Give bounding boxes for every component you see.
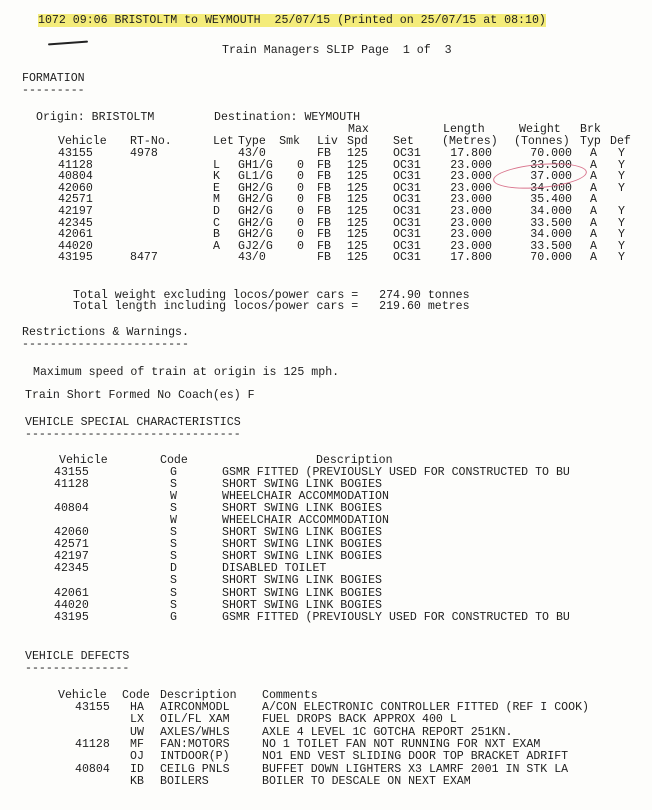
formation-cell-brk-typ: A: [590, 205, 597, 218]
total-weight: Total weight excluding locos/power cars = 274.90 tonnes: [73, 289, 470, 302]
defect-cell-comments: A/CON ELECTRONIC CONTROLLER FITTED (REF I COOK): [262, 701, 589, 714]
formation-cell-set: OC31: [393, 181, 421, 195]
char-col-description: Description: [316, 454, 393, 467]
defect-cell-code: OJ: [130, 750, 144, 764]
formation-cell-def: Y: [618, 228, 625, 242]
formation-cell-vehicle: 42061: [58, 228, 93, 242]
formation-cell-set: OC31: [393, 170, 421, 184]
defect-cell-code: UW: [130, 725, 144, 739]
formation-cell-liv: FB: [317, 158, 331, 172]
formation-cell-weight: 33.500: [530, 239, 572, 253]
col-head-let: Let: [213, 135, 234, 148]
char-cell-code: W: [170, 490, 177, 504]
char-cell-code: W: [170, 514, 177, 528]
formation-cell-liv: FB: [317, 251, 331, 265]
formation-cell-set: OC31: [393, 158, 421, 172]
formation-cell-length: 23.000: [450, 193, 492, 207]
formation-cell-weight: 33.500: [530, 158, 572, 172]
formation-cell-length: 23.000: [450, 216, 492, 230]
col-head-length: (Metres): [442, 135, 498, 148]
formation-cell-brk-typ: A: [590, 158, 597, 172]
char-cell-vehicle: 42571: [54, 538, 89, 552]
char-cell-code: G: [170, 466, 177, 479]
col-head-liv: Liv: [317, 135, 338, 148]
origin-label: Origin: BRISTOLTM: [36, 111, 155, 124]
formation-cell-liv: FB: [317, 216, 331, 230]
total-length: Total length including locos/power cars = 219.60 metres: [73, 300, 470, 313]
formation-cell-vehicle: 42197: [58, 205, 93, 218]
char-cell-vehicle: 43155: [54, 466, 89, 479]
formation-cell-let: E: [213, 181, 220, 195]
formation-cell-length: 23.000: [450, 228, 492, 242]
formation-cell-vehicle: 42060: [58, 181, 93, 195]
formation-cell-liv: FB: [317, 239, 331, 253]
formation-cell-vehicle: 43195: [58, 251, 93, 265]
col-head-set: Set: [393, 135, 414, 148]
col-head-weight: (Tonnes): [514, 135, 570, 148]
pen-mark: [48, 41, 88, 46]
defects-heading: VEHICLE DEFECTS: [25, 650, 130, 663]
defect-cell-description: FAN:MOTORS: [160, 737, 230, 751]
formation-cell-type: GH2/G: [238, 228, 273, 242]
formation-cell-smk: 0: [297, 181, 304, 195]
char-cell-vehicle: 44020: [54, 598, 89, 612]
formation-cell-set: OC31: [393, 147, 421, 160]
char-cell-code: S: [170, 526, 177, 540]
defect-col-comments: Comments: [262, 689, 318, 702]
char-cell-code: S: [170, 586, 177, 600]
formation-cell-spd: 125: [347, 228, 368, 242]
formation-cell-set: OC31: [393, 239, 421, 253]
defect-cell-description: AIRCONMODL: [160, 701, 230, 714]
defect-cell-comments: BUFFET DOWN LIGHTERS X3 LAMRF 2001 IN STK LA: [262, 762, 569, 776]
defect-cell-description: INTDOOR(P): [160, 750, 230, 764]
char-cell-description: SHORT SWING LINK BOGIES: [222, 586, 383, 600]
defect-cell-code: LX: [130, 713, 144, 727]
formation-cell-def: Y: [618, 158, 625, 172]
col-head-rt-no: RT-No.: [130, 135, 172, 148]
formation-cell-smk: 0: [297, 193, 304, 207]
col-head-brk-typ: Typ: [580, 135, 601, 148]
defect-cell-description: OIL/FL XAM: [160, 713, 230, 727]
formation-cell-weight: 70.000: [530, 251, 572, 265]
char-cell-description: GSMR FITTED (PREVIOUSLY USED FOR CONSTRUCTED TO BU: [222, 466, 570, 479]
char-cell-description: SHORT SWING LINK BOGIES: [222, 526, 383, 540]
formation-cell-brk-typ: A: [590, 193, 597, 207]
char-cell-vehicle: 41128: [54, 478, 89, 492]
formation-cell-def: Y: [618, 170, 625, 184]
defect-cell-code: KB: [130, 774, 144, 788]
formation-cell-let: K: [213, 170, 220, 184]
formation-cell-spd: 125: [347, 216, 368, 230]
formation-cell-rt-no: 8477: [130, 251, 158, 265]
defect-cell-comments: NO1 END VEST SLIDING DOOR TOP BRACKET ADRIFT: [262, 750, 569, 764]
defect-col-description: Description: [160, 689, 237, 702]
formation-cell-smk: 0: [297, 158, 304, 172]
char-cell-code: D: [170, 562, 177, 576]
char-cell-description: SHORT SWING LINK BOGIES: [222, 502, 383, 516]
formation-cell-def: Y: [618, 216, 625, 230]
char-cell-code: S: [170, 574, 177, 588]
defect-cell-code: HA: [130, 701, 144, 714]
formation-cell-weight: 34.000: [530, 181, 572, 195]
formation-cell-brk-typ: A: [590, 147, 597, 160]
formation-cell-let: L: [213, 158, 220, 172]
formation-cell-type: 43/0: [238, 251, 266, 265]
formation-cell-weight: 37.000: [530, 170, 572, 184]
formation-cell-vehicle: 42571: [58, 193, 93, 207]
char-cell-code: S: [170, 538, 177, 552]
train-id-highlight: 1072 09:06 BRISTOLTM to WEYMOUTH 25/07/15 (Printed on 25/07/15 at 08:10): [38, 14, 546, 27]
defect-col-vehicle: Vehicle: [58, 689, 107, 702]
char-cell-description: SHORT SWING LINK BOGIES: [222, 598, 383, 612]
formation-cell-length: 17.800: [450, 251, 492, 265]
char-col-code: Code: [160, 454, 188, 467]
formation-cell-length: 23.000: [450, 170, 492, 184]
col-head-smk: Smk: [279, 135, 300, 148]
formation-cell-spd: 125: [347, 251, 368, 265]
char-cell-vehicle: 42060: [54, 526, 89, 540]
char-cell-description: SHORT SWING LINK BOGIES: [222, 478, 383, 492]
formation-cell-spd: 125: [347, 205, 368, 218]
char-cell-vehicle: 42061: [54, 586, 89, 600]
formation-cell-type: GJ2/G: [238, 239, 273, 253]
formation-cell-length: 23.000: [450, 239, 492, 253]
formation-cell-let: A: [213, 239, 220, 253]
col-head-max: Max: [348, 123, 369, 136]
col-head-spd: Spd: [347, 135, 368, 148]
formation-cell-vehicle: 44020: [58, 239, 93, 253]
formation-cell-spd: 125: [347, 239, 368, 253]
defect-cell-description: AXLES/WHLS: [160, 725, 230, 739]
char-cell-description: WHEELCHAIR ACCOMMODATION: [222, 490, 389, 504]
defect-cell-vehicle: 40804: [75, 762, 110, 776]
char-cell-vehicle: 43195: [54, 610, 89, 624]
char-cell-description: GSMR FITTED (PREVIOUSLY USED FOR CONSTRUCTED TO BU: [222, 610, 570, 624]
char-cell-code: S: [170, 478, 177, 492]
formation-cell-type: GH2/G: [238, 193, 273, 207]
defects-underline: ---------------: [25, 662, 130, 675]
formation-cell-length: 23.000: [450, 205, 492, 218]
characteristics-heading: VEHICLE SPECIAL CHARACTERISTICS: [25, 416, 241, 429]
col-head-weight: Weight: [519, 123, 561, 136]
char-cell-vehicle: 42197: [54, 550, 89, 564]
formation-cell-spd: 125: [347, 181, 368, 195]
formation-cell-set: OC31: [393, 205, 421, 218]
formation-cell-length: 23.000: [450, 181, 492, 195]
formation-cell-weight: 34.000: [530, 228, 572, 242]
formation-cell-type: GH2/G: [238, 205, 273, 218]
char-cell-description: SHORT SWING LINK BOGIES: [222, 550, 383, 564]
col-head-length: Length: [443, 123, 485, 136]
defect-cell-vehicle: 41128: [75, 737, 110, 751]
char-cell-code: S: [170, 550, 177, 564]
formation-cell-smk: 0: [297, 216, 304, 230]
formation-cell-spd: 125: [347, 147, 368, 160]
char-cell-code: G: [170, 610, 177, 624]
formation-cell-liv: FB: [317, 181, 331, 195]
formation-cell-vehicle: 40804: [58, 170, 93, 184]
formation-cell-vehicle: 42345: [58, 216, 93, 230]
defect-cell-vehicle: 43155: [75, 701, 110, 714]
formation-cell-set: OC31: [393, 228, 421, 242]
formation-cell-set: OC31: [393, 251, 421, 265]
formation-cell-brk-typ: A: [590, 216, 597, 230]
formation-cell-weight: 33.500: [530, 216, 572, 230]
formation-cell-brk-typ: A: [590, 239, 597, 253]
formation-cell-liv: FB: [317, 228, 331, 242]
formation-cell-let: C: [213, 216, 220, 230]
formation-cell-type: GH2/G: [238, 216, 273, 230]
formation-cell-type: GH2/G: [238, 181, 273, 195]
formation-cell-type: 43/0: [238, 147, 266, 160]
col-head-brk: Brk: [580, 123, 601, 136]
formation-cell-weight: 35.400: [530, 193, 572, 207]
formation-cell-liv: FB: [317, 170, 331, 184]
formation-cell-liv: FB: [317, 193, 331, 207]
formation-cell-length: 23.000: [450, 158, 492, 172]
defect-cell-description: CEILG PNLS: [160, 762, 230, 776]
formation-cell-def: Y: [618, 205, 625, 218]
formation-cell-def: Y: [618, 239, 625, 253]
restrictions-heading: Restrictions & Warnings.: [22, 326, 189, 339]
formation-cell-brk-typ: A: [590, 251, 597, 265]
defect-cell-comments: FUEL DROPS BACK APPROX 400 L: [262, 713, 457, 727]
char-cell-vehicle: 40804: [54, 502, 89, 516]
col-head-type: Type: [238, 135, 266, 148]
col-head-def: Def: [610, 135, 631, 148]
formation-cell-type: GL1/G: [238, 170, 273, 184]
restrictions-underline: ------------------------: [22, 338, 189, 351]
formation-cell-liv: FB: [317, 147, 331, 160]
formation-cell-smk: 0: [297, 170, 304, 184]
formation-cell-smk: 0: [297, 205, 304, 218]
formation-cell-vehicle: 43155: [58, 147, 93, 160]
char-cell-description: SHORT SWING LINK BOGIES: [222, 538, 383, 552]
formation-cell-def: Y: [618, 147, 625, 160]
char-cell-vehicle: 42345: [54, 562, 89, 576]
defect-cell-comments: AXLE 4 LEVEL 1C GOTCHA REPORT 251KN.: [262, 725, 513, 739]
defect-cell-description: BOILERS: [160, 774, 209, 788]
formation-heading: FORMATION: [22, 72, 85, 85]
formation-underline: ---------: [22, 84, 85, 97]
formation-cell-smk: 0: [297, 239, 304, 253]
formation-cell-let: D: [213, 205, 220, 218]
formation-cell-brk-typ: A: [590, 170, 597, 184]
formation-cell-let: M: [213, 193, 220, 207]
char-cell-description: DISABLED TOILET: [222, 562, 327, 576]
defect-cell-comments: BOILER TO DESCALE ON NEXT EXAM: [262, 774, 471, 788]
col-head-vehicle: Vehicle: [58, 135, 107, 148]
formation-cell-brk-typ: A: [590, 228, 597, 242]
max-speed-notice: Maximum speed of train at origin is 125 mph.: [33, 366, 340, 379]
formation-cell-vehicle: 41128: [58, 158, 93, 172]
char-col-vehicle: Vehicle: [59, 454, 108, 467]
destination-label: Destination: WEYMOUTH: [214, 111, 361, 124]
formation-cell-let: B: [213, 228, 220, 242]
formation-cell-def: Y: [618, 251, 625, 265]
char-cell-description: SHORT SWING LINK BOGIES: [222, 574, 383, 588]
defect-col-code: Code: [122, 689, 150, 702]
characteristics-underline: -------------------------------: [25, 428, 241, 441]
formation-cell-smk: 0: [297, 228, 304, 242]
char-cell-code: S: [170, 598, 177, 612]
formation-cell-weight: 34.000: [530, 205, 572, 218]
formation-cell-set: OC31: [393, 193, 421, 207]
formation-cell-spd: 125: [347, 193, 368, 207]
formation-cell-liv: FB: [317, 205, 331, 218]
formation-cell-brk-typ: A: [590, 181, 597, 195]
char-cell-description: WHEELCHAIR ACCOMMODATION: [222, 514, 389, 528]
formation-cell-rt-no: 4978: [130, 147, 158, 160]
short-formed-notice: Train Short Formed No Coach(es) F: [25, 389, 255, 402]
formation-cell-spd: 125: [347, 170, 368, 184]
formation-cell-type: GH1/G: [238, 158, 273, 172]
char-cell-code: S: [170, 502, 177, 516]
defect-cell-code: MF: [130, 737, 144, 751]
page-title: Train Managers SLIP Page 1 of 3: [222, 44, 452, 57]
defect-cell-comments: NO 1 TOILET FAN NOT RUNNING FOR NXT EXAM: [262, 737, 541, 751]
formation-cell-def: Y: [618, 181, 625, 195]
formation-cell-length: 17.800: [450, 147, 492, 160]
formation-cell-weight: 70.000: [530, 147, 572, 160]
formation-cell-spd: 125: [347, 158, 368, 172]
formation-cell-set: OC31: [393, 216, 421, 230]
header-line: [38, 14, 546, 27]
defect-cell-code: ID: [130, 762, 144, 776]
